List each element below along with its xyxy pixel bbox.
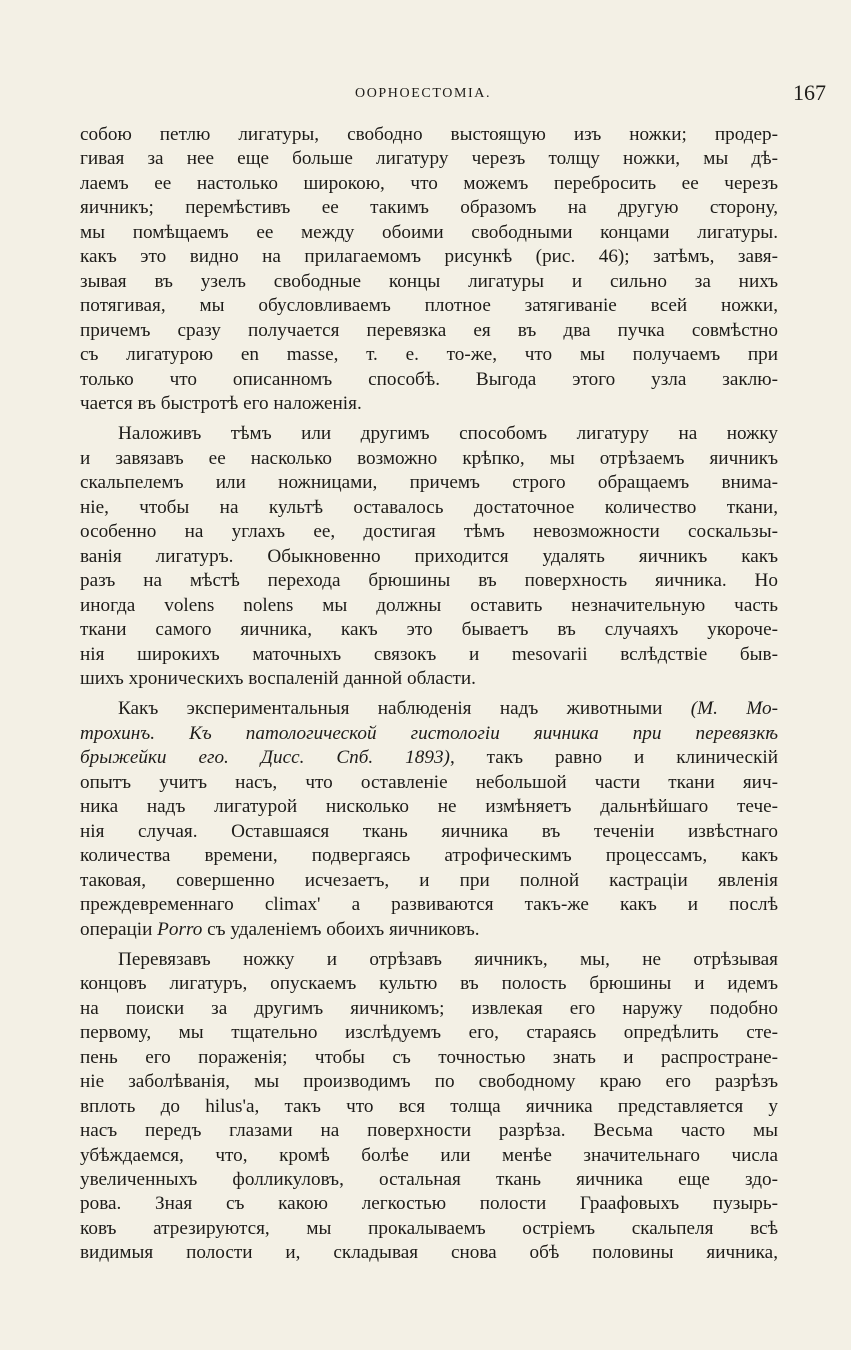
paragraph xyxy=(80,697,778,942)
text-line: нія широкихъ маточныхъ связокъ и mesovarii вслѣдствіе быв- xyxy=(80,643,778,665)
text-line: убѣждаемся, что, кромѣ болѣе или менѣе значительнаго числа xyxy=(80,1144,778,1166)
running-title: ООРНОЕСТОМІА. xyxy=(355,86,492,101)
text-line: ванія лигатуръ. Обыкновенно приходится удалять яичникъ какъ xyxy=(80,545,778,567)
text-line: ткани самого яичника, какъ это бываетъ въ случаяхъ укороче- xyxy=(80,619,778,641)
text-line: особенно на углахъ ее, достигая тѣмъ невозможности соскальзы- xyxy=(80,521,778,543)
text-line: иногда volens nolens мы должны оставить незначительную часть xyxy=(80,594,778,616)
text-line: Перевязавъ ножку и отрѣзавъ яичникъ, мы, не отрѣзывая xyxy=(118,948,778,970)
text-line: мы помѣщаемъ ее между обоими свободными концами лигатуры. xyxy=(80,221,778,243)
text-line: вплоть до hilus'а, такъ что вся толща яичника представляется у xyxy=(80,1095,778,1117)
text-line xyxy=(80,918,778,942)
text-line: лаемъ ее настолько широкою, что можемъ перебросить ее черезъ xyxy=(80,172,778,194)
text-run: Какъ экспериментальныя наблюденія надъ животными xyxy=(118,698,663,720)
text-line: какъ это видно на прилагаемомъ рисункѣ (рис. 46); затѣмъ, завя- xyxy=(80,246,778,268)
text-line: количества времени, подвергаясь атрофическимъ процессамъ, какъ xyxy=(80,845,778,867)
text-line: зывая въ узелъ свободные концы лигатуры и сильно за нихъ xyxy=(80,270,778,292)
text-line: Наложивъ тѣмъ или другимъ способомъ лигатуру на ножку xyxy=(118,423,778,445)
text-line: потягивая, мы обусловливаемъ плотное затягиваніе всей ножки, xyxy=(80,295,778,317)
paragraph xyxy=(80,948,778,1266)
text-line: ніе, чтобы на культѣ оставалось достаточное количество ткани, xyxy=(80,496,778,518)
text-line xyxy=(80,722,778,746)
text-line: причемъ сразу получается перевязка ея въ два пучка совмѣстно xyxy=(80,319,778,341)
paragraph xyxy=(80,422,778,691)
text-line: и завязавъ ее насколько возможно крѣпко, мы отрѣзаемъ яичникъ xyxy=(80,447,778,469)
text-line: ніе заболѣванія, мы производимъ по свободному краю его разрѣзъ xyxy=(80,1071,778,1093)
text-line: преждевременнаго climax' а развиваются такъ-же какъ и послѣ xyxy=(80,894,778,916)
text-line: рова. Зная съ какою легкостью полости Граафовыхъ пузырь- xyxy=(80,1193,778,1215)
page-header xyxy=(80,80,826,112)
text-line: нія случая. Оставшаяся ткань яичника въ теченіи извѣстнаго xyxy=(80,820,778,842)
citation-italic: брыжейки его. Дисс. Спб. 1893) xyxy=(80,747,450,769)
citation-italic: (М. Мо- xyxy=(690,698,778,720)
text-line: первому, мы тщательно изслѣдуемъ его, стараясь опредѣлить сте- xyxy=(80,1022,778,1044)
text-line: таковая, совершенно исчезаетъ, и при полной кастраціи явленія xyxy=(80,869,778,891)
body-text xyxy=(80,123,778,1266)
text-line: ковъ атрезируются, мы прокалываемъ остріемъ скальпеля всѣ xyxy=(80,1217,778,1239)
text-line: собою петлю лигатуры, свободно выстоящую изъ ножки; продер- xyxy=(80,124,778,145)
text-line: видимыя полости и, складывая снова обѣ половины яичника, xyxy=(80,1242,778,1264)
text-line: пень его пораженія; чтобы съ точностью знать и распростране- xyxy=(80,1046,778,1068)
text-line: увеличенныхъ фолликуловъ, остальная ткань яичника еще здо- xyxy=(80,1169,778,1191)
text-line: чается въ быстротѣ его наложенія. xyxy=(80,392,362,414)
text-run: операціи xyxy=(80,918,153,940)
text-line: разъ на мѣстѣ перехода брюшины въ поверхность яичника. Но xyxy=(80,570,778,592)
text-line: шихъ хроническихъ воспаленій данной области. xyxy=(80,667,476,689)
text-line: яичникъ; перемѣстивъ ее такимъ образомъ на другую сторону, xyxy=(80,197,778,219)
text-line: концовъ лигатуръ, опускаемъ культю въ полость брюшины и идемъ xyxy=(80,973,778,995)
text-line: только что описанномъ способѣ. Выгода этого узла заклю- xyxy=(80,368,778,390)
text-line: гивая за нее еще больше лигатуру черезъ толщу ножки, мы дѣ- xyxy=(80,148,778,170)
text-line: ника надъ лигатурой нисколько не измѣняетъ дальнѣйшаго тече- xyxy=(80,796,778,818)
text-line: на поиски за другимъ яичникомъ; извлекая его наружу подобно xyxy=(80,997,778,1019)
text-line: насъ передъ глазами на поверхности разрѣза. Весьма часто мы xyxy=(80,1120,778,1142)
text-run: , такъ равно и клиническій xyxy=(449,747,778,769)
text-line xyxy=(80,746,778,770)
text-line: скальпелемъ или ножницами, причемъ строго обращаемъ внима- xyxy=(80,472,778,494)
paragraph xyxy=(80,123,778,416)
citation-italic: трохинъ. Къ патологической гистологіи яичника при перевязкѣ xyxy=(80,722,778,744)
text-line: опытъ учитъ насъ, что оставленіе небольшой части ткани яич- xyxy=(80,771,778,793)
text-run: съ удаленіемъ обоихъ яичниковъ. xyxy=(207,918,480,940)
surname-italic: Porro xyxy=(157,918,203,940)
page-number: 167 xyxy=(793,80,826,105)
text-line: съ лигатурою en masse, т. е. то-же, что мы получаемъ при xyxy=(80,344,778,366)
text-line xyxy=(80,697,778,721)
